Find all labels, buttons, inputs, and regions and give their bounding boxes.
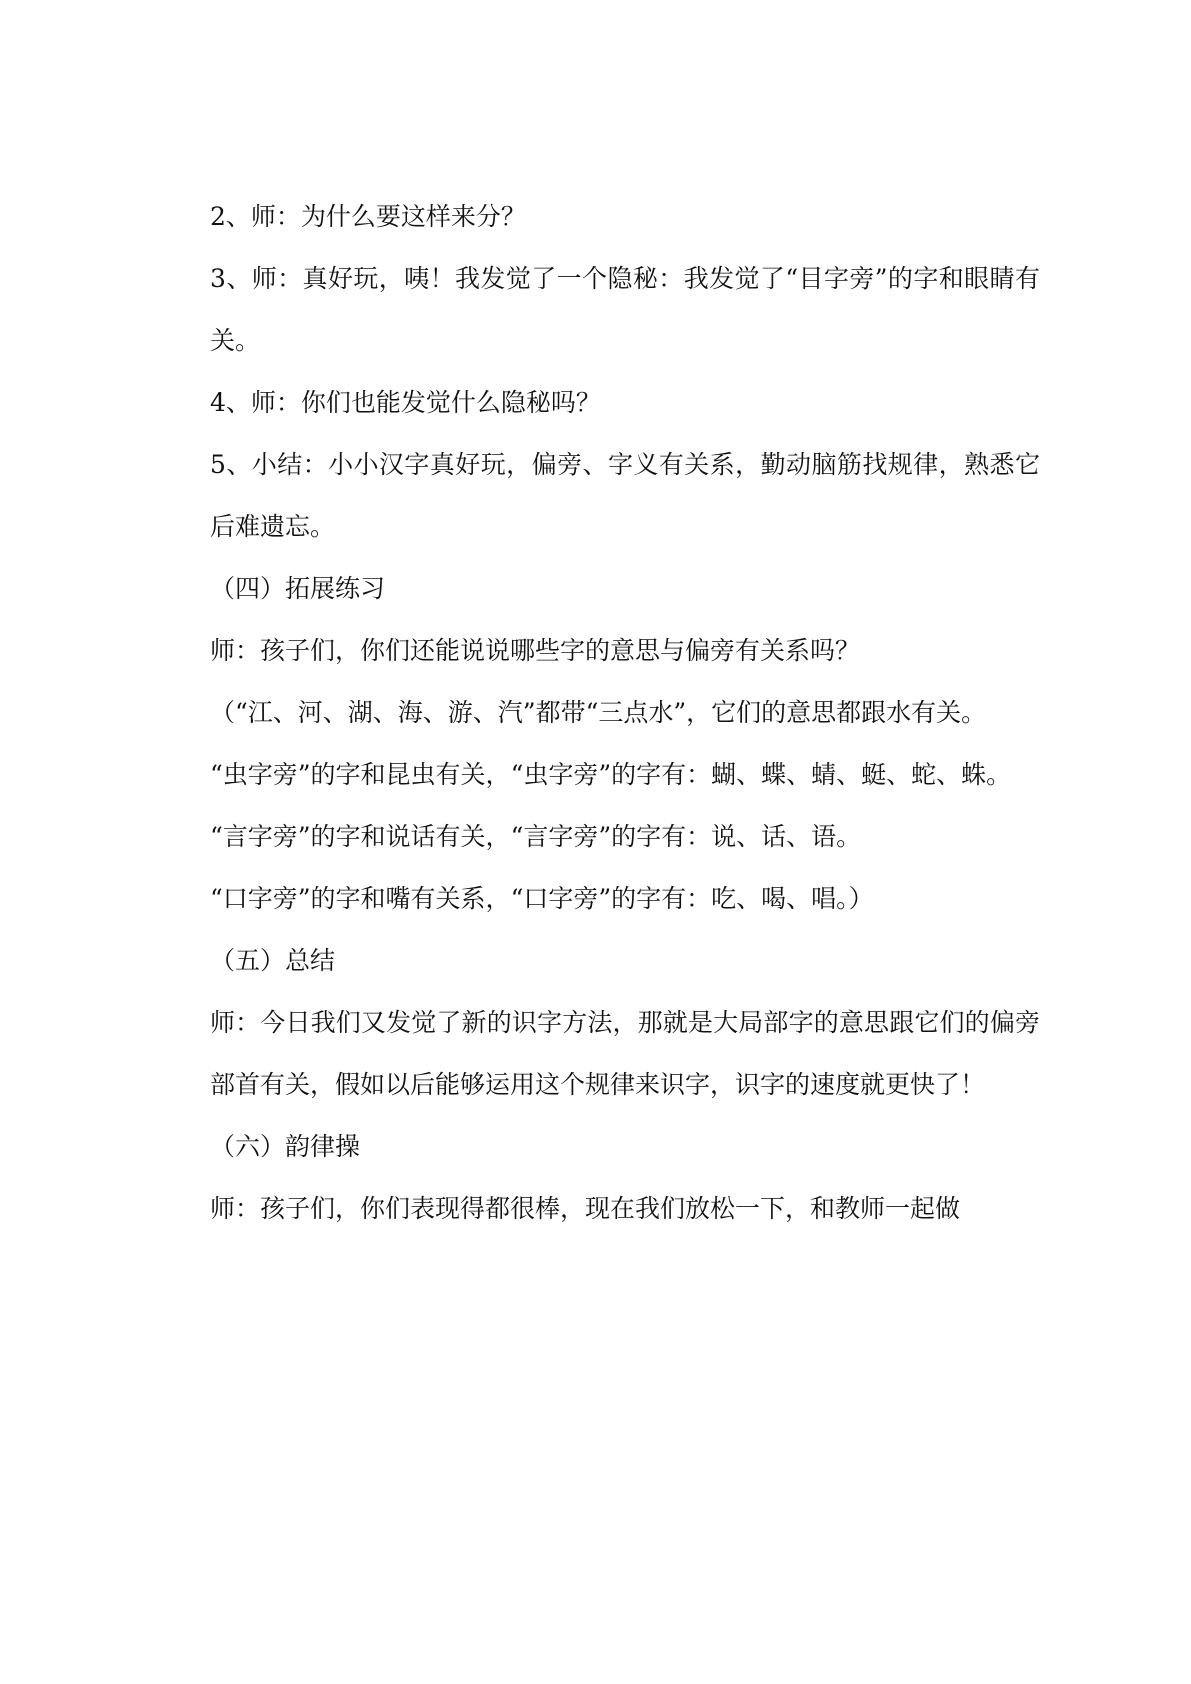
paragraph-teacher-prompt: 师：孩子们，你们还能说说哪些字的意思与偏旁有关系吗？ — [210, 636, 861, 665]
section-heading-4: （四）拓展练习 — [210, 574, 386, 603]
paragraph-teacher-3: 3、师：真好玩，咦！我发觉了一个隐秘：我发觉了“目字旁”的字和眼睛有关。 — [210, 264, 1040, 355]
paragraph-mouth-radical: “口字旁”的字和嘴有关系，“口字旁”的字有：吃、喝、唱。） — [210, 884, 874, 913]
section-heading-5: （五）总结 — [210, 946, 336, 975]
paragraph-water-radical: （“江、河、湖、海、游、汽”都带“三点水”，它们的意思都跟水有关。 — [210, 698, 987, 727]
paragraph-summary-5: 5、小结：小小汉字真好玩，偏旁、字义有关系，勤动脑筋找规律，熟悉它后难遗忘。 — [210, 450, 1040, 541]
paragraph-speech-radical: “言字旁”的字和说话有关，“言字旁”的字有：说、话、语。 — [210, 822, 862, 851]
section-heading-6: （六）韵律操 — [210, 1132, 361, 1161]
paragraph-conclusion: 师：今日我们又发觉了新的识字方法，那就是大局部字的意思跟它们的偏旁部首有关，假如以后能够运用这个规律来识字，识字的速度就更快了！ — [210, 1008, 1040, 1099]
document-page — [160, 186, 1040, 1240]
paragraph-question-2: 2、师：为什么要这样来分？ — [210, 202, 526, 231]
paragraph-insect-radical: “虫字旁”的字和昆虫有关，“虫字旁”的字有：蝴、蝶、蜻、蜓、蛇、蛛。 — [210, 760, 1012, 789]
paragraph-question-4: 4、师：你们也能发觉什么隐秘吗？ — [210, 388, 601, 417]
paragraph-rhythm-exercise: 师：孩子们，你们表现得都很棒，现在我们放松一下，和教师一起做 — [210, 1194, 961, 1223]
